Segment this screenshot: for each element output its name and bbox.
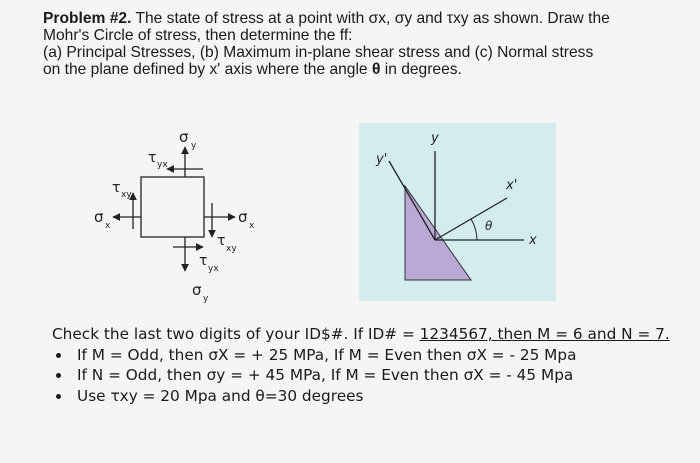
tau-xy-left-label: τ — [112, 180, 121, 196]
list-item: If N = Odd, then σy = + 45 MPa, If M = Even then σX = - 45 Mpa — [52, 365, 692, 386]
problem-line-1-text: The state of stress at a point with σx, σy and τxy as shown. Draw the — [131, 10, 610, 27]
tau-yx-bottom-label: τ — [199, 253, 208, 269]
sigma-x-left-sub: x — [105, 221, 111, 231]
problem-line-2: Mohr's Circle of stress, then determine the ff: — [43, 27, 353, 44]
tau-yx-top-label: τ — [148, 150, 157, 166]
instructions — [52, 324, 692, 406]
stress-element-figure — [85, 125, 315, 310]
stress-element-square — [141, 177, 204, 237]
theta-symbol: θ — [371, 61, 381, 78]
tau-xy-right-label: τ — [217, 233, 226, 249]
sigma-x-right-label: σ — [238, 208, 248, 226]
theta-angle-label: θ — [485, 219, 493, 233]
list-item: Use τxy = 20 Mpa and θ=30 degrees — [52, 386, 692, 407]
instructions-list — [52, 345, 692, 407]
sigma-y-bottom-sub: y — [203, 294, 209, 304]
list-item: If M = Odd, then σX = + 25 MPa, If M = Even then σX = - 25 Mpa — [52, 345, 692, 366]
problem-line-3: (a) Principal Stresses, (b) Maximum in-plane shear stress and (c) Normal stress — [43, 44, 594, 61]
instructions-headline-example: 1234567, then M = 6 and N = 7. — [419, 325, 670, 343]
tau-xy-right-sub: xy — [226, 244, 237, 254]
y-prime-axis-label: y' — [376, 152, 388, 167]
x-prime-axis-label: x' — [506, 178, 518, 193]
x-axis-label: x — [529, 233, 537, 248]
y-axis-label: y — [431, 131, 439, 146]
problem-statement — [43, 10, 693, 78]
sigma-y-top-sub: y — [191, 141, 197, 151]
sigma-x-right-sub: x — [249, 221, 255, 231]
problem-line-4-text: on the plane defined by x' axis where the angle — [43, 61, 372, 78]
instructions-headline-text: Check the last two digits of your ID$#. If ID# = — [52, 325, 420, 343]
instructions-headline — [52, 324, 692, 345]
problem-line-4 — [43, 61, 693, 78]
problem-line-1 — [43, 10, 693, 27]
tau-yx-top-sub: yx — [157, 160, 168, 170]
tau-yx-bottom-sub: yx — [208, 264, 219, 274]
axes-rotation-figure — [359, 123, 556, 301]
problem-number: Problem #2. — [43, 10, 132, 27]
problem-line-4-end: in degrees. — [380, 61, 462, 78]
sigma-x-left-label: σ — [94, 208, 104, 226]
sigma-y-bottom-label: σ — [192, 281, 202, 299]
sigma-y-top-label: σ — [179, 128, 189, 146]
tau-xy-left-sub: xy — [121, 190, 132, 200]
